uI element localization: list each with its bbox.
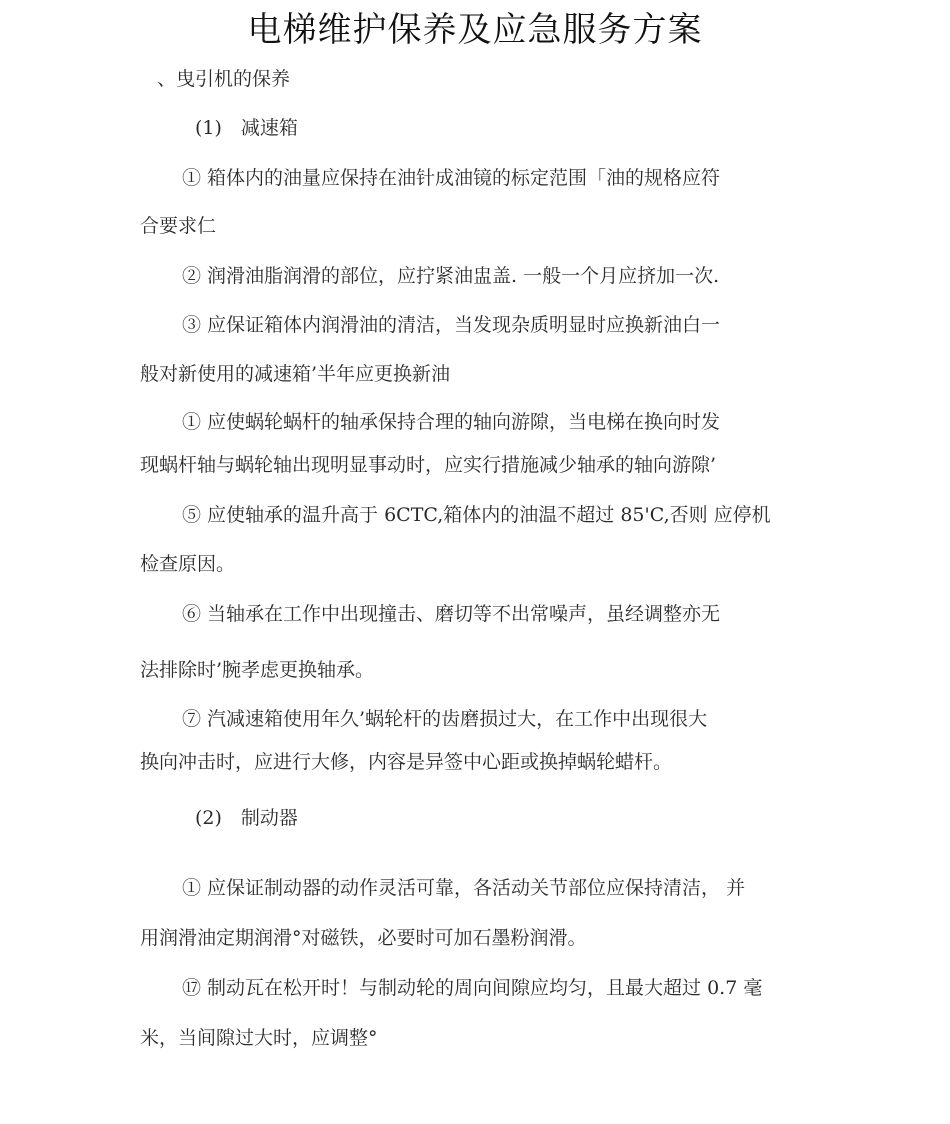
section-heading: 、曳引机的保养 <box>157 68 291 90</box>
paragraph-line: ② 润滑油脂润滑的部位，应拧紧油盅盖. 一般一个月应挤加一次. <box>182 265 720 287</box>
document-title: 电梯维护保养及应急服务方案 <box>247 10 703 50</box>
paragraph-line: ⑤ 应使轴承的温升高于 6CTC,箱体内的油温不超过 85'C,否则 应停机 <box>182 504 771 526</box>
paragraph-line: ① 箱体内的油量应保持在油针成油镜的标定范围「油的规格应符 <box>182 167 721 189</box>
paragraph-line: 换向冲击时，应进行大修，内容是异签中心距或换掉蜗轮蜡杆。 <box>140 751 673 773</box>
paragraph-line: ① 应使蜗轮蜗杆的轴承保持合理的轴向游隙，当电梯在换向时发 <box>182 411 721 433</box>
paragraph-line: ⑥ 当轴承在工作中出现撞击、磨切等不出常噪声，虽经调整亦无 <box>182 603 721 625</box>
paragraph-line: 米，当间隙过大时，应调整° <box>140 1027 378 1049</box>
paragraph-line: ① 应保证制动器的动作灵活可靠，各活动关节部位应保持清洁， 并 <box>182 877 746 899</box>
paragraph-line: ⑦ 汽减速箱使用年久’蜗轮杆的齿磨损过大，在工作中出现很大 <box>182 708 708 730</box>
paragraph-line: 检查原因。 <box>140 553 236 575</box>
paragraph-line: 法排除时’腕孝虑更换轴承。 <box>140 659 375 681</box>
paragraph-line: 现蜗杆轴与蜗轮轴出现明显事动时，应实行措施减少轴承的轴向游隙’ <box>140 454 717 476</box>
paragraph-line: 用润滑油定期润滑°对磁铁，必要时可加石墨粉润滑。 <box>140 927 587 949</box>
paragraph-line: ⑰ 制动瓦在松开时！与制动轮的周向间隙应均匀，且最大超过 0.7 毫 <box>182 977 763 999</box>
paragraph-line: 般对新使用的减速箱’半年应更换新油 <box>140 363 451 385</box>
subsection-heading-reducer: (1) 减速箱 <box>195 117 298 139</box>
paragraph-line: 合要求仁 <box>140 215 217 237</box>
subsection-heading-brake: (2) 制动器 <box>195 807 298 829</box>
paragraph-line: ③ 应保证箱体内润滑油的清洁，当发现杂质明显时应换新油白一 <box>182 314 721 336</box>
